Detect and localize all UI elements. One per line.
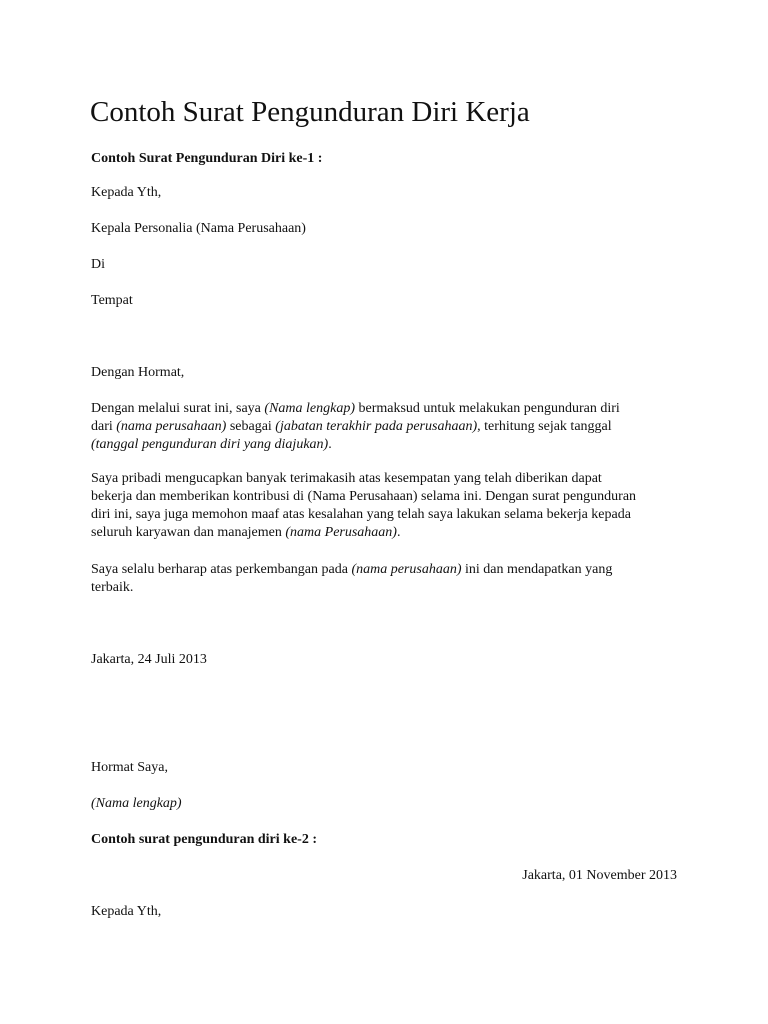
paragraph-line: Saya pribadi mengucapkan banyak terimakasih atas kesempatan yang telah diberikan dapat — [91, 471, 602, 486]
text: , terhitung sejak tanggal — [477, 419, 612, 434]
letter1-salutation: Dengan Hormat, — [91, 365, 185, 380]
placeholder-nama-lengkap: (Nama lengkap) — [91, 796, 182, 811]
paragraph-line — [91, 436, 691, 454]
letter2-heading: Contoh surat pengunduran diri ke-2 : — [91, 832, 317, 847]
letter2-place-date: Jakarta, 01 November 2013 — [522, 868, 677, 883]
letter1-kepada: Kepada Yth, — [91, 185, 162, 200]
letter1-paragraph-1 — [91, 400, 691, 454]
placeholder-jabatan: (jabatan terakhir pada perusahaan) — [275, 419, 478, 434]
text: ini dan mendapatkan yang — [461, 562, 613, 577]
paragraph-line — [91, 524, 691, 542]
letter1-closing: Hormat Saya, — [91, 760, 168, 775]
placeholder-nama-perusahaan: (nama perusahaan) — [351, 562, 462, 577]
letter1-di: Di — [91, 257, 105, 272]
text: dari — [91, 419, 117, 434]
text: . — [328, 437, 332, 452]
paragraph-line — [91, 418, 691, 436]
document-title: Contoh Surat Pengunduran Diri Kerja — [90, 96, 530, 128]
paragraph-line — [91, 400, 691, 418]
letter1-paragraph-2 — [91, 470, 691, 542]
text: . — [396, 525, 401, 540]
letter1-tempat: Tempat — [91, 293, 133, 308]
placeholder-nama-perusahaan: (nama perusahaan) — [116, 419, 227, 434]
placeholder-nama-lengkap: (Nama lengkap) — [264, 401, 355, 416]
text: sebagai — [226, 419, 276, 434]
text: seluruh karyawan dan manajemen — [91, 525, 286, 540]
letter1-paragraph-3 — [91, 561, 691, 597]
placeholder-tanggal: (tanggal pengunduran diri yang diajukan) — [91, 437, 329, 452]
letter1-place-date: Jakarta, 24 Juli 2013 — [91, 652, 207, 667]
letter1-recipient: Kepala Personalia (Nama Perusahaan) — [91, 221, 306, 236]
paragraph-line: terbaik. — [91, 580, 134, 595]
paragraph-line — [91, 561, 691, 579]
paragraph-line: bekerja dan memberikan kontribusi di (Nama Perusahaan) selama ini. Dengan surat pengunduran — [91, 489, 637, 504]
text: bermaksud untuk melakukan pengunduran diri — [355, 401, 620, 416]
letter1-signature — [91, 795, 182, 812]
text: Saya selalu berharap atas perkembangan pada — [91, 562, 352, 577]
letter1-heading: Contoh Surat Pengunduran Diri ke-1 : — [91, 151, 323, 166]
paragraph-line: diri ini, saya juga memohon maaf atas kesalahan yang telah saya lakukan selama bekerja kepada — [91, 507, 631, 522]
text: Dengan melalui surat ini, saya — [91, 401, 265, 416]
placeholder-nama-perusahaan: (nama Perusahaan) — [285, 525, 397, 540]
letter2-kepada: Kepada Yth, — [91, 904, 162, 919]
